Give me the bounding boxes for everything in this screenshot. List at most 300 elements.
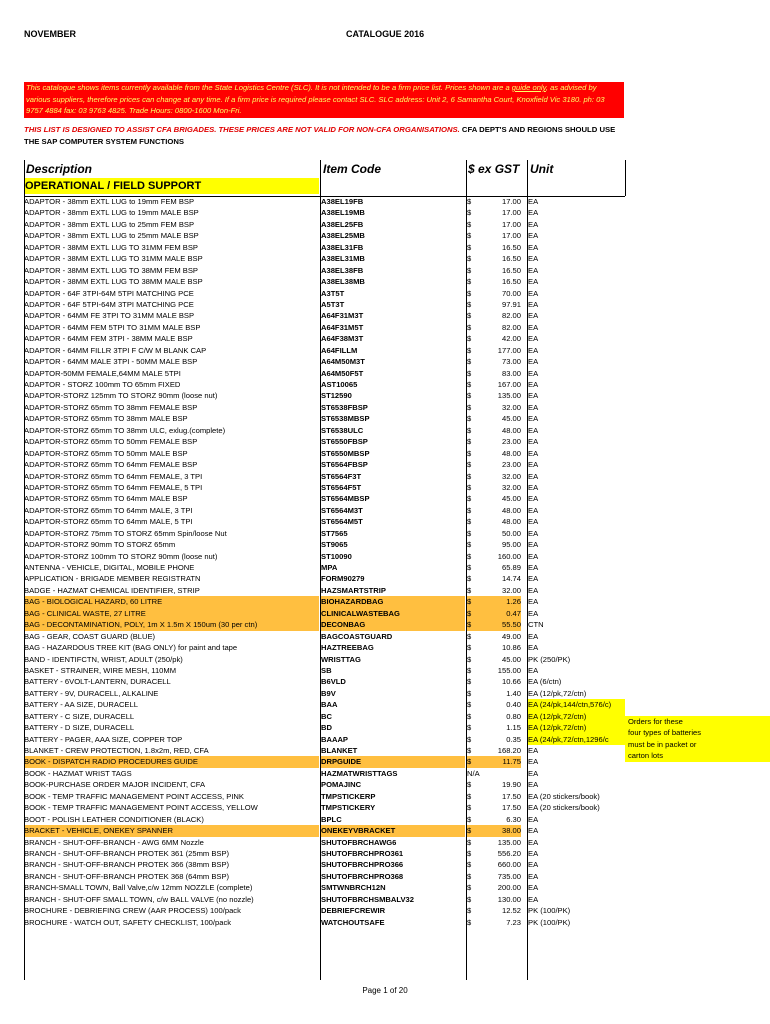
item-unit: EA bbox=[528, 528, 539, 538]
table-row bbox=[24, 676, 625, 687]
item-code: DECONBAG bbox=[321, 619, 465, 630]
item-description: BAG - CLINICAL WASTE, 27 LITRE bbox=[24, 608, 319, 619]
item-price: 17.00 bbox=[501, 219, 521, 229]
column-header-price: $ ex GST bbox=[468, 162, 520, 176]
price-currency: $ bbox=[467, 345, 472, 355]
grid-line bbox=[466, 160, 467, 980]
price-currency: $ bbox=[467, 448, 472, 458]
item-unit: EA bbox=[528, 860, 539, 870]
item-unit: PK (100/PK) bbox=[528, 906, 571, 916]
item-unit: PK (100/PK) bbox=[528, 917, 571, 927]
item-description: BOOK - DISPATCH RADIO PROCEDURES GUIDE bbox=[24, 756, 319, 767]
price-currency: $ bbox=[467, 391, 472, 401]
item-code: ST6564M5T bbox=[321, 517, 363, 527]
item-price: 17.00 bbox=[501, 197, 521, 206]
table-row bbox=[24, 368, 625, 379]
item-unit: EA bbox=[528, 231, 539, 241]
item-unit: EA bbox=[528, 505, 539, 515]
item-price: 160.00 bbox=[497, 551, 521, 561]
item-code: SHUTOFBRCHAWG6 bbox=[321, 837, 397, 847]
item-unit: EA bbox=[528, 460, 539, 470]
item-price: 660.00 bbox=[497, 860, 521, 870]
item-price: 70.00 bbox=[501, 288, 521, 298]
column-header-description: Description bbox=[26, 162, 93, 176]
item-unit: EA bbox=[528, 242, 539, 252]
item-unit: EA bbox=[528, 437, 539, 447]
item-price: 0.40 bbox=[506, 700, 521, 710]
item-code: ST6550FBSP bbox=[321, 437, 368, 447]
item-code: TMPSTICKERP bbox=[321, 791, 376, 801]
table-row bbox=[24, 482, 625, 493]
item-description: BAG - DECONTAMINATION, POLY, 1m X 1.5m X 150um (30 per ctn) bbox=[24, 619, 319, 630]
item-unit: EA bbox=[528, 894, 539, 904]
item-code: SHUTOFBRCHPRO366 bbox=[321, 860, 404, 870]
item-description: ADAPTOR-STORZ 65mm TO 38mm MALE BSP bbox=[24, 414, 188, 424]
table-row bbox=[24, 230, 625, 241]
item-unit: EA bbox=[528, 837, 539, 847]
item-code: BAA bbox=[321, 700, 338, 710]
table-row bbox=[24, 802, 625, 813]
item-unit: EA bbox=[528, 288, 539, 298]
price-currency: $ bbox=[467, 596, 487, 607]
price-currency: $ bbox=[467, 791, 472, 801]
item-code: ST6564FBSP bbox=[321, 460, 368, 470]
item-unit: EA bbox=[528, 265, 539, 275]
item-unit: EA (24/pk,144/ctn,576/c) bbox=[528, 699, 625, 710]
item-description: BAG - HAZARDOUS TREE KIT (BAG ONLY) for paint and tape bbox=[24, 643, 238, 653]
item-description: BAND - IDENTIFCTN, WRIST, ADULT (250/pk) bbox=[24, 654, 183, 664]
item-price: 82.00 bbox=[501, 311, 521, 321]
item-price: 11.75 bbox=[487, 756, 521, 767]
battery-order-note bbox=[625, 716, 770, 762]
price-currency: $ bbox=[467, 837, 472, 847]
item-code: POMAJINC bbox=[321, 780, 362, 790]
price-currency: $ bbox=[467, 574, 472, 584]
item-price: 32.00 bbox=[501, 471, 521, 481]
item-code: CLINICALWASTEBAG bbox=[321, 608, 465, 619]
item-description: ADAPTOR - 38MM EXTL LUG TO 31MM FEM BSP bbox=[24, 242, 198, 252]
item-code: A38EL31FB bbox=[321, 242, 364, 252]
price-currency: $ bbox=[467, 665, 472, 675]
item-code: B9V bbox=[321, 688, 336, 698]
item-unit: EA (24/pk,72/ctn,1296/c bbox=[528, 734, 625, 745]
item-code: ONEKEYVBRACKET bbox=[321, 825, 465, 836]
price-currency: $ bbox=[467, 528, 472, 538]
price-currency: $ bbox=[467, 380, 472, 389]
item-unit: EA bbox=[528, 814, 539, 824]
price-currency: $ bbox=[467, 277, 472, 287]
item-description: ADAPTOR - 64MM FEM 3TPI - 38MM MALE BSP bbox=[24, 334, 193, 344]
cfa-warning bbox=[24, 124, 624, 147]
item-description: ADAPTOR-STORZ 65mm TO 38mm ULC, exlug.(complete) bbox=[24, 425, 226, 435]
table-row bbox=[24, 345, 625, 356]
price-currency: $ bbox=[467, 197, 472, 206]
item-unit: EA bbox=[528, 643, 539, 653]
item-description: ADAPTOR - 38mm EXTL LUG to 25mm FEM BSP bbox=[24, 219, 195, 229]
item-description: ADAPTOR-STORZ 65mm TO 64mm FEMALE, 5 TPI bbox=[24, 482, 203, 492]
price-currency: $ bbox=[467, 288, 472, 298]
item-unit: EA bbox=[528, 391, 539, 401]
item-description: BOOK - TEMP TRAFFIC MANAGEMENT POINT ACCESS, YELLOW bbox=[24, 803, 258, 813]
item-code: ST9065 bbox=[321, 540, 348, 550]
price-currency: $ bbox=[467, 208, 472, 218]
table-row bbox=[24, 734, 625, 745]
price-currency: $ bbox=[467, 494, 472, 504]
table-row bbox=[24, 791, 625, 802]
item-code: A38EL19MB bbox=[321, 208, 365, 218]
item-price: 48.00 bbox=[501, 517, 521, 527]
item-unit: EA bbox=[528, 368, 539, 378]
item-code: ST6538MBSP bbox=[321, 414, 370, 424]
item-unit: EA bbox=[528, 746, 539, 755]
item-description: BOOT - POLISH LEATHER CONDITIONER (BLACK) bbox=[24, 814, 204, 824]
item-code: SB bbox=[321, 665, 332, 675]
item-code: A38EL19FB bbox=[321, 197, 364, 206]
price-currency: $ bbox=[467, 540, 472, 550]
item-price: 14.74 bbox=[501, 574, 521, 584]
item-code: ST6538ULC bbox=[321, 425, 364, 435]
item-code: ST6564F3T bbox=[321, 471, 362, 481]
grid-line bbox=[527, 160, 528, 980]
item-price: 6.30 bbox=[506, 814, 521, 824]
price-currency: $ bbox=[467, 803, 472, 813]
item-description: BAG - GEAR, COAST GUARD (BLUE) bbox=[24, 631, 156, 641]
item-description: BROCHURE - WATCH OUT, SAFETY CHECKLIST, 100/pack bbox=[24, 917, 232, 927]
item-price: 135.00 bbox=[497, 837, 521, 847]
table-row bbox=[24, 608, 625, 619]
table-row bbox=[24, 379, 625, 390]
item-price: 23.00 bbox=[501, 437, 521, 447]
item-price: 50.00 bbox=[501, 528, 521, 538]
item-description: BADGE - HAZMAT CHEMICAL IDENTIFIER, STRIP bbox=[24, 585, 200, 595]
table-row bbox=[24, 871, 625, 882]
price-currency: $ bbox=[467, 734, 472, 744]
item-price: 17.50 bbox=[501, 803, 521, 813]
item-code: SHUTOFBRCHSMBALV32 bbox=[321, 894, 414, 904]
table-row bbox=[24, 665, 625, 676]
table-row bbox=[24, 196, 625, 207]
item-unit: EA bbox=[528, 357, 539, 367]
item-code: ST6564F5T bbox=[321, 482, 362, 492]
item-unit: EA bbox=[528, 540, 539, 550]
price-currency: $ bbox=[467, 231, 472, 241]
price-currency: $ bbox=[467, 894, 472, 904]
table-row bbox=[24, 654, 625, 665]
item-description: ADAPTOR-STORZ 65mm TO 64mm MALE, 3 TPI bbox=[24, 505, 193, 515]
item-price: 97.91 bbox=[501, 299, 521, 309]
item-unit: EA bbox=[528, 299, 539, 309]
item-unit: EA bbox=[528, 826, 539, 836]
item-code: A38EL25FB bbox=[321, 219, 364, 229]
item-price: 23.00 bbox=[501, 460, 521, 470]
item-price: 16.50 bbox=[501, 277, 521, 287]
item-unit: EA bbox=[528, 848, 539, 858]
item-description: BAG - BIOLOGICAL HAZARD, 60 LITRE bbox=[24, 596, 319, 607]
item-description: BRANCH - SHUT-OFF-BRANCH - AWG 6MM Nozzle bbox=[24, 837, 204, 847]
item-price: 17.00 bbox=[501, 231, 521, 241]
table-row bbox=[24, 436, 625, 447]
item-description: BRANCH - SHUT-OFF-BRANCH PROTEK 366 (38mm BSP) bbox=[24, 860, 230, 870]
price-currency: $ bbox=[467, 848, 472, 858]
table-row bbox=[24, 207, 625, 218]
item-code: ST6564MBSP bbox=[321, 494, 370, 504]
item-description: BRANCH - SHUT-OFF SMALL TOWN, c/w BALL VALVE (no nozzle) bbox=[24, 894, 254, 904]
item-unit: EA bbox=[528, 402, 539, 412]
item-price: 48.00 bbox=[501, 425, 521, 435]
item-price: 45.00 bbox=[501, 654, 521, 664]
item-price: 7.23 bbox=[506, 917, 521, 927]
disclaimer-notice bbox=[24, 82, 624, 118]
item-unit: EA bbox=[528, 597, 539, 607]
item-description: BROCHURE - DEBRIEFING CREW (AAR PROCESS) 100/pack bbox=[24, 906, 241, 916]
table-row bbox=[24, 288, 625, 299]
table-row bbox=[24, 619, 625, 630]
item-price: 16.50 bbox=[501, 254, 521, 264]
item-description: ADAPTOR - 64MM FILLR 3TPI F C/W M BLANK CAP bbox=[24, 345, 207, 355]
notice-text-1: This catalogue shows items currently available from the State Logistics Centre (SLC). It is not intended to be a firm price list. Prices shown are a bbox=[26, 83, 512, 92]
item-description: BATTERY - AA SIZE, DURACELL bbox=[24, 700, 138, 710]
item-code: BC bbox=[321, 711, 332, 721]
table-row bbox=[24, 859, 625, 870]
item-description: ADAPTOR-STORZ 65mm TO 50mm FEMALE BSP bbox=[24, 437, 198, 447]
table-row bbox=[24, 505, 625, 516]
grid-line bbox=[320, 160, 321, 980]
item-unit: EA bbox=[528, 780, 539, 790]
item-unit: EA bbox=[528, 311, 539, 321]
item-price: 32.00 bbox=[501, 402, 521, 412]
table-row bbox=[24, 596, 625, 607]
item-description: BATTERY - D SIZE, DURACELL bbox=[24, 723, 135, 733]
price-currency: $ bbox=[467, 780, 472, 790]
price-currency: $ bbox=[467, 814, 472, 824]
item-code: A64F31M3T bbox=[321, 311, 364, 321]
item-price: 177.00 bbox=[497, 345, 521, 355]
item-description: ADAPTOR-STORZ 65mm TO 64mm MALE BSP bbox=[24, 494, 188, 504]
table-row bbox=[24, 722, 625, 733]
price-currency: $ bbox=[467, 482, 472, 492]
table-row bbox=[24, 573, 625, 584]
item-price: 45.00 bbox=[501, 494, 521, 504]
item-price: 65.89 bbox=[501, 563, 521, 572]
item-code: WATCHOUTSAFE bbox=[321, 917, 385, 927]
price-currency: $ bbox=[467, 219, 472, 229]
item-code: HAZMATWRISTTAGS bbox=[321, 768, 398, 778]
item-code: HAZSMARTSTRIP bbox=[321, 585, 386, 595]
price-currency: $ bbox=[467, 299, 472, 309]
item-code: HAZTREEBAG bbox=[321, 643, 374, 653]
item-unit: EA bbox=[528, 768, 539, 778]
item-description: ADAPTOR - 64MM FE 3TPI TO 31MM MALE BSP bbox=[24, 311, 195, 321]
item-price: 32.00 bbox=[501, 482, 521, 492]
item-code: FORM90279 bbox=[321, 574, 365, 584]
item-price: 735.00 bbox=[497, 871, 521, 881]
item-description: BATTERY - 6VOLT-LANTERN, DURACELL bbox=[24, 677, 171, 687]
item-code: B6VLD bbox=[321, 677, 346, 687]
item-price: 73.00 bbox=[501, 357, 521, 367]
table-row bbox=[24, 756, 625, 767]
item-unit: EA bbox=[528, 563, 539, 572]
item-description: ADAPTOR - STORZ 100mm TO 65mm FIXED bbox=[24, 380, 181, 389]
item-description: BOOK-PURCHASE ORDER MAJOR INCIDENT, CFA bbox=[24, 780, 206, 790]
item-description: ADAPTOR - 38MM EXTL LUG TO 31MM MALE BSP bbox=[24, 254, 203, 264]
item-price: 48.00 bbox=[501, 505, 521, 515]
item-code: A64FILLM bbox=[321, 345, 358, 355]
note-line: four types of batteries bbox=[628, 728, 702, 738]
item-code: A64M50F5T bbox=[321, 368, 364, 378]
table-row bbox=[24, 253, 625, 264]
item-unit: EA bbox=[528, 425, 539, 435]
item-description: ADAPTOR-STORZ 65mm TO 50mm MALE BSP bbox=[24, 448, 188, 458]
item-price: 200.00 bbox=[497, 883, 521, 893]
item-unit: EA bbox=[528, 345, 539, 355]
table-row bbox=[24, 459, 625, 470]
item-description: ADAPTOR - 64F 5TPI-64M 3TPI MATCHING PCE bbox=[24, 299, 194, 309]
item-unit: EA bbox=[528, 277, 539, 287]
item-unit: EA bbox=[528, 448, 539, 458]
price-currency: $ bbox=[467, 917, 472, 927]
item-description: BLANKET - CREW PROTECTION, 1.8x2m, RED, CFA bbox=[24, 746, 209, 755]
table-row bbox=[24, 882, 625, 893]
table-row bbox=[24, 333, 625, 344]
table-row bbox=[24, 516, 625, 527]
note-line: carton lots bbox=[628, 751, 664, 761]
price-currency: $ bbox=[467, 242, 472, 252]
table-row bbox=[24, 310, 625, 321]
item-description: BOOK - TEMP TRAFFIC MANAGEMENT POINT ACCESS, PINK bbox=[24, 791, 244, 801]
table-row bbox=[24, 711, 625, 722]
item-code: BAGCOASTGUARD bbox=[321, 631, 393, 641]
table-row bbox=[24, 745, 625, 756]
item-unit: EA bbox=[528, 471, 539, 481]
item-unit: EA bbox=[528, 414, 539, 424]
header-title: CATALOGUE 2016 bbox=[346, 29, 425, 39]
item-code: MPA bbox=[321, 563, 338, 572]
item-unit: EA bbox=[528, 482, 539, 492]
item-code: BIOHAZARDBAG bbox=[321, 596, 465, 607]
item-price: 1.15 bbox=[506, 723, 521, 733]
item-unit: EA bbox=[528, 494, 539, 504]
item-code: A38EL25MB bbox=[321, 231, 365, 241]
price-currency: $ bbox=[467, 631, 472, 641]
item-unit: EA bbox=[528, 757, 539, 767]
item-price: 0.47 bbox=[487, 608, 521, 619]
page-number: Page 1 of 20 bbox=[362, 986, 408, 995]
price-currency: $ bbox=[467, 585, 472, 595]
item-unit: EA bbox=[528, 208, 539, 218]
price-currency: $ bbox=[467, 688, 472, 698]
item-unit: EA bbox=[528, 254, 539, 264]
item-description: ADAPTOR-50MM FEMALE,64MM MALE 5TPI bbox=[24, 368, 181, 378]
table-row bbox=[24, 768, 625, 779]
price-currency: $ bbox=[467, 357, 472, 367]
notice-underlined: guide only bbox=[511, 83, 546, 92]
table-row bbox=[24, 299, 625, 310]
note-line: Orders for these bbox=[628, 717, 683, 726]
grid-line bbox=[24, 160, 25, 980]
item-code: SMTWNBRCH12N bbox=[321, 883, 386, 893]
item-price: 10.66 bbox=[501, 677, 521, 687]
price-currency: $ bbox=[467, 265, 472, 275]
table-row bbox=[24, 265, 625, 276]
item-description: BRANCH - SHUT-OFF-BRANCH PROTEK 361 (25mm BSP) bbox=[24, 848, 230, 858]
item-description: BATTERY - C SIZE, DURACELL bbox=[24, 711, 135, 721]
price-currency: $ bbox=[467, 505, 472, 515]
item-price bbox=[487, 768, 521, 779]
item-code: ST6538FBSP bbox=[321, 402, 368, 412]
item-description: ADAPTOR - 38mm EXTL LUG to 19mm FEM BSP bbox=[24, 197, 195, 206]
item-code: ST6564M3T bbox=[321, 505, 363, 515]
item-price: 49.00 bbox=[501, 631, 521, 641]
item-description: ADAPTOR-STORZ 75mm TO STORZ 65mm Spin/loose Nut bbox=[24, 528, 227, 538]
item-price: 0.80 bbox=[506, 711, 521, 721]
table-row bbox=[24, 539, 625, 550]
item-unit: EA (12/pk,72/ctn) bbox=[528, 688, 587, 698]
table-row bbox=[24, 448, 625, 459]
table-row bbox=[24, 551, 625, 562]
table-row bbox=[24, 631, 625, 642]
item-unit: EA bbox=[528, 517, 539, 527]
table-row bbox=[24, 825, 625, 836]
table-row bbox=[24, 390, 625, 401]
item-description: ADAPTOR - 38mm EXTL LUG to 19mm MALE BSP bbox=[24, 208, 199, 218]
table-row bbox=[24, 699, 625, 710]
price-currency: $ bbox=[467, 402, 472, 412]
price-currency: $ bbox=[467, 311, 472, 321]
price-currency: $ bbox=[467, 723, 472, 733]
item-description: ADAPTOR-STORZ 125mm TO STORZ 90mm (loose nut) bbox=[24, 391, 218, 401]
column-header-item-code: Item Code bbox=[323, 162, 382, 176]
item-unit: EA bbox=[528, 871, 539, 881]
item-description: ADAPTOR - 38MM EXTL LUG TO 38MM FEM BSP bbox=[24, 265, 198, 275]
item-description: BRANCH - SHUT-OFF-BRANCH PROTEK 368 (64mm BSP) bbox=[24, 871, 230, 881]
table-row bbox=[24, 493, 625, 504]
price-currency: $ bbox=[467, 322, 472, 332]
price-currency: $ bbox=[467, 437, 472, 447]
item-code: A38EL31MB bbox=[321, 254, 365, 264]
price-currency: $ bbox=[467, 860, 472, 870]
item-unit: EA (20 stickers/book) bbox=[528, 791, 600, 801]
item-code: WRISTTAG bbox=[321, 654, 361, 664]
item-code: BD bbox=[321, 723, 332, 733]
price-currency: $ bbox=[467, 643, 472, 653]
item-price: 556.20 bbox=[497, 848, 521, 858]
item-unit: EA bbox=[528, 219, 539, 229]
table-row bbox=[24, 242, 625, 253]
price-currency: $ bbox=[467, 700, 472, 710]
price-currency: $ bbox=[467, 334, 472, 344]
price-currency: $ bbox=[467, 608, 487, 619]
item-description: ADAPTOR - 38MM EXTL LUG TO 38MM MALE BSP bbox=[24, 277, 203, 287]
item-code: A3T5T bbox=[321, 288, 345, 298]
item-unit: PK (250/PK) bbox=[528, 654, 571, 664]
item-unit: EA (12/pk,72/ctn) bbox=[528, 711, 625, 722]
price-currency: $ bbox=[467, 619, 487, 630]
item-unit: EA bbox=[528, 334, 539, 344]
price-currency: N/A bbox=[467, 768, 480, 778]
price-currency: $ bbox=[467, 756, 487, 767]
price-currency: $ bbox=[467, 871, 472, 881]
price-currency: $ bbox=[467, 414, 472, 424]
table-row bbox=[24, 402, 625, 413]
item-unit: EA bbox=[528, 665, 539, 675]
table-row bbox=[24, 562, 625, 573]
section-title: OPERATIONAL / FIELD SUPPORT bbox=[24, 178, 319, 194]
item-code: A64F38M3T bbox=[321, 334, 364, 344]
grid-line bbox=[625, 160, 626, 196]
table-row bbox=[24, 688, 625, 699]
item-price: 17.00 bbox=[501, 208, 521, 218]
item-description: ADAPTOR-STORZ 90mm TO STORZ 65mm bbox=[24, 540, 176, 550]
